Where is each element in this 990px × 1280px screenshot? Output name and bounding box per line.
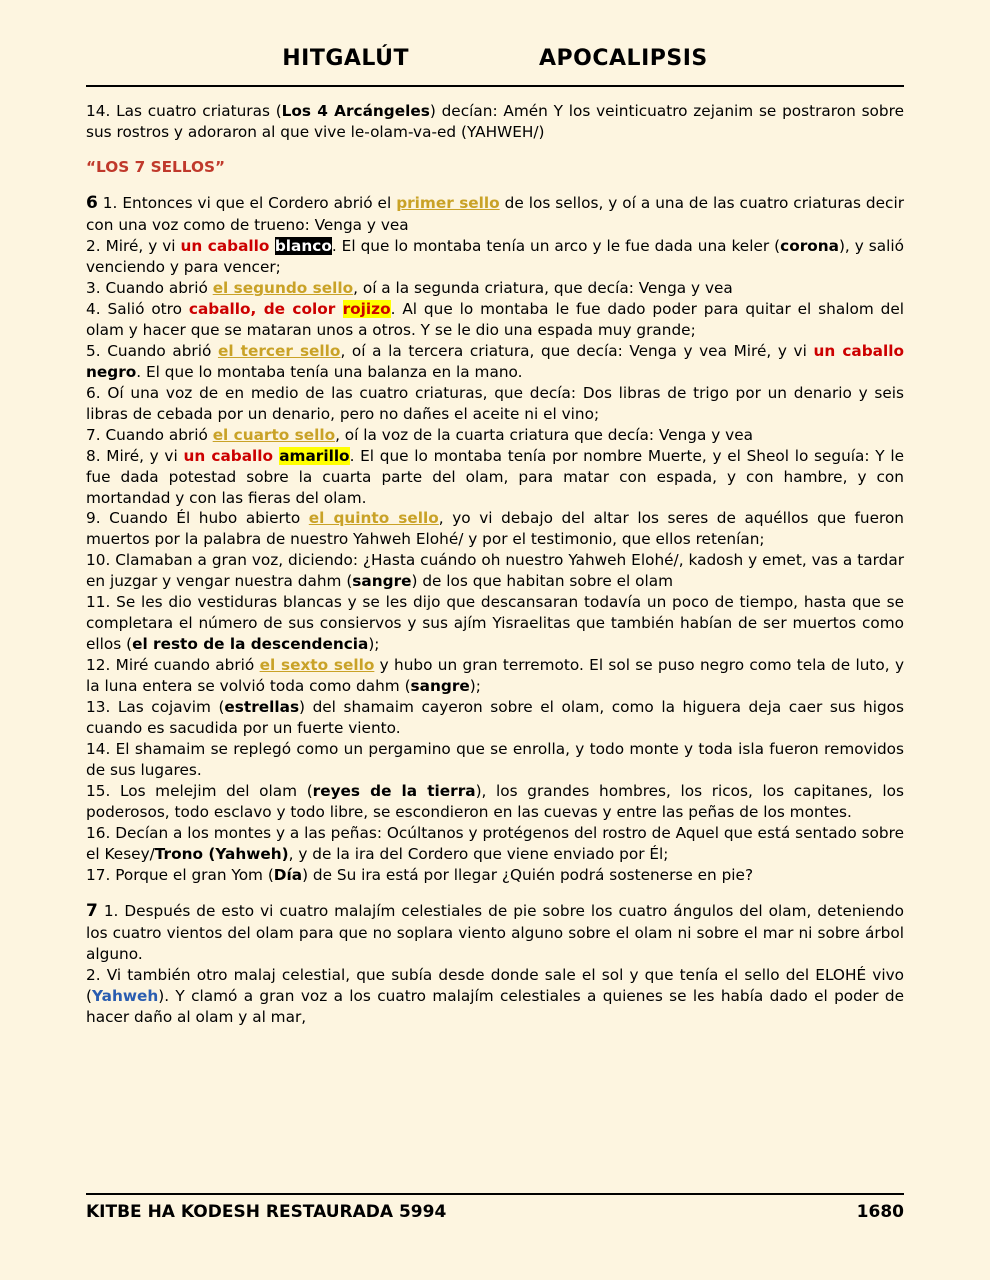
verse-12-text-c: ); bbox=[469, 677, 481, 696]
verse-2-text-c: ), y salió venciendo y para vencer; bbox=[86, 237, 905, 277]
verse-15-bold-reyes: reyes de la tierra bbox=[312, 781, 476, 800]
verse-5-text-a: 5. Cuando abrió bbox=[86, 341, 218, 360]
link-tercer-sello[interactable]: el tercer sello bbox=[217, 341, 341, 360]
link-cuarto-sello[interactable]: el cuarto sello bbox=[212, 425, 336, 444]
verse-13-bold-estrellas: estrellas bbox=[224, 698, 300, 717]
verse-4-highlight-rojizo: rojizo bbox=[342, 299, 391, 318]
verse-4-text-a: 4. Salió otro bbox=[86, 299, 189, 318]
verse-11 bbox=[86, 592, 904, 655]
verse-2-bold-corona: corona bbox=[780, 237, 839, 256]
verse-5 bbox=[86, 341, 904, 383]
verse-2-highlight-blanco: blanco bbox=[274, 237, 332, 256]
verse-16-bold-trono: Trono (Yahweh) bbox=[154, 844, 289, 863]
verse-14-rest: ) decían: Amén Y los veinticuatro zejanim se postraron sobre sus rostros y adoraron al que vive le-olam-va-ed (YAHWEH/) bbox=[86, 102, 904, 141]
verse-7-text-b: , oí la voz de la cuarta criatura que decía: Venga y vea bbox=[335, 425, 754, 444]
verse-7 bbox=[86, 425, 904, 446]
verse-14-top bbox=[86, 101, 904, 143]
footer-page-number: 1680 bbox=[856, 1202, 904, 1222]
chapter-7-verse-2-text-b: ). Y clamó a gran voz a los cuatro malajím celestiales a quienes se les había dado el poder de hacer daño al olam y al mar, bbox=[86, 986, 904, 1026]
verse-16-text-b: , y de la ira del Cordero que viene enviado por Él; bbox=[288, 844, 669, 863]
verse-12-bold-sangre: sangre bbox=[410, 677, 470, 696]
verse-2-text-b: . El que lo montaba tenía un arco y le fue dada una keler ( bbox=[331, 237, 781, 256]
verse-4-red: caballo, de color bbox=[188, 299, 343, 318]
verse-10-text-a: 10. Clamaban a gran voz, diciendo: ¿Hasta cuándo oh nuestro Yahweh Elohé/, kadosh y emet, vas a tardar en juzgar y vengar nuestra dahm ( bbox=[86, 551, 904, 591]
verse-15-text-a: 15. Los melejim del olam ( bbox=[86, 781, 313, 800]
verse-13-text-a: 13. Las cojavim ( bbox=[86, 698, 225, 717]
verse-17-text-a: 17. Porque el gran Yom ( bbox=[86, 865, 274, 884]
page-header bbox=[86, 46, 904, 71]
verse-1-text-a: 1. Entonces vi que el Cordero abrió el bbox=[97, 193, 397, 212]
section-title-seven-seals: “LOS 7 SELLOS” bbox=[86, 157, 226, 176]
verse-3-text-b: , oí a la segunda criatura, que decía: Venga y vea bbox=[353, 279, 733, 297]
verse-12-text-a: 12. Miré cuando abrió bbox=[86, 656, 260, 675]
verse-11-text-a: 11. Se les dio vestiduras blancas y se les dijo que descansaran todavía un poco de tiempo, hasta que se completara el número de sus consiervos y sus ajím Yisraelitas que también habían de ser muertos como ellos ( bbox=[86, 593, 904, 654]
chapter-7-verse-2-text-a: 2. Vi también otro malaj celestial, que subía desde donde sale el sol y que tenía el sello del ELOHÉ vivo ( bbox=[86, 965, 904, 1005]
verse-10-bold-sangre: sangre bbox=[352, 572, 412, 591]
verse-10 bbox=[86, 550, 904, 592]
page-footer bbox=[86, 1193, 904, 1222]
chapter-7-verse-1-text: 1. Después de esto vi cuatro malajím celestiales de pie sobre los cuatro ángulos del olam, deteniendo los cuatro vientos del olam para que no soplara viento alguno sobre el olam ni sobre el mar ni sobre árbol alguno. bbox=[86, 901, 904, 963]
header-title-spanish: APOCALIPSIS bbox=[539, 46, 708, 71]
verse-5-text-b: , oí a la tercera criatura, que decía: Venga y vea Miré, y vi bbox=[340, 341, 814, 360]
verse-8-highlight-amarillo: amarillo bbox=[279, 446, 350, 465]
verse-9 bbox=[86, 508, 904, 550]
verse-8-red: un caballo bbox=[183, 446, 280, 465]
verse-14-bold: Los 4 Arcángeles bbox=[281, 102, 430, 120]
verse-9-text-a: 9. Cuando Él hubo abierto bbox=[86, 509, 309, 528]
verse-2 bbox=[86, 236, 904, 278]
link-sexto-sello[interactable]: el sexto sello bbox=[259, 656, 375, 675]
verse-10-text-b: ) de los que habitan sobre el olam bbox=[411, 572, 674, 591]
chapter-6-number: 6 bbox=[86, 192, 98, 213]
verse-13-text-b: ) del shamaim cayeron sobre el olam, como la higuera deja caer sus higos cuando es sacudida por un fuerte viento. bbox=[86, 698, 904, 738]
verse-5-text-c: . El que lo montaba tenía una balanza en la mano. bbox=[136, 362, 523, 381]
verse-15 bbox=[86, 781, 904, 823]
link-quinto-sello[interactable]: el quinto sello bbox=[308, 509, 439, 528]
verse-2-text-a: 2. Miré, y vi bbox=[86, 237, 181, 256]
verse-5-red: un caballo bbox=[813, 341, 904, 360]
link-primer-sello[interactable]: primer sello bbox=[396, 193, 500, 212]
document-body bbox=[86, 101, 904, 1028]
verse-4 bbox=[86, 299, 904, 341]
verse-2-red: un caballo bbox=[180, 237, 275, 256]
verse-4-text-b: . Al que lo montaba le fue dado poder para quitar el shalom del olam y hacer que se mataran unos a otros. Y se le dio una espada muy grande; bbox=[86, 299, 904, 339]
verse-17 bbox=[86, 865, 904, 886]
verse-13 bbox=[86, 697, 904, 739]
verse-15-text-b: ), los grandes hombres, los ricos, los capitanes, los poderosos, todo esclavo y todo libre, se escondieron en las cuevas y entre las peñas de los montes. bbox=[86, 781, 904, 821]
verse-6: 6. Oí una voz de en medio de las cuatro criaturas, que decía: Dos libras de trigo por un denario y seis libras de cebada por un denario, pero no dañes el aceite ni el vino; bbox=[86, 383, 904, 423]
chapter-7-verse-2 bbox=[86, 965, 904, 1028]
verse-3-text-a: 3. Cuando abrió bbox=[86, 279, 213, 297]
verse-8-text-a: 8. Miré, y vi bbox=[86, 446, 184, 465]
header-divider bbox=[86, 85, 904, 87]
verse-3 bbox=[86, 278, 904, 299]
verse-8 bbox=[86, 446, 904, 509]
verse-8-text-b: . El que lo montaba tenía por nombre Muerte, y el Sheol lo seguía: Y le fue dada potestad sobre la cuarta parte del olam, para matar con espada, y con hambre, y con mortandad y con las fieras del olam. bbox=[86, 446, 904, 507]
verse-12-text-b: y hubo un gran terremoto. El sol se puso negro como tela de luto, y la luna entera se volvió toda como dahm ( bbox=[86, 656, 904, 696]
header-title-hebrew: HITGALÚT bbox=[282, 46, 410, 71]
footer-divider bbox=[86, 1193, 904, 1195]
verse-7-text-a: 7. Cuando abrió bbox=[86, 425, 213, 444]
link-yahweh[interactable]: Yahweh bbox=[91, 986, 159, 1005]
footer-book-title: KITBE HA KODESH RESTAURADA 5994 bbox=[86, 1202, 447, 1222]
verse-11-bold-resto: el resto de la descendencia bbox=[132, 635, 369, 654]
verse-12 bbox=[86, 655, 904, 697]
chapter-7-verse-1 bbox=[86, 900, 904, 965]
chapter-6-verse-1 bbox=[86, 192, 904, 236]
verse-9-text-b: , yo vi debajo del altar los seres de aquéllos que fueron muertos por la palabra de nuestro Yahweh Elohé/ y por el testimonio, que ellos retenían; bbox=[86, 509, 904, 549]
verse-16 bbox=[86, 823, 904, 865]
verse-5-bold-negro: negro bbox=[86, 362, 137, 381]
verse-17-text-b: ) de Su ira está por llegar ¿Quién podrá sostenerse en pie? bbox=[302, 865, 754, 884]
link-segundo-sello[interactable]: el segundo sello bbox=[212, 279, 354, 297]
verse-11-text-b: ); bbox=[368, 635, 380, 654]
chapter-7-number: 7 bbox=[86, 900, 98, 921]
verse-17-bold-dia: Día bbox=[273, 865, 303, 884]
verse-16-text-a: 16. Decían a los montes y a las peñas: Ocúltanos y protégenos del rostro de Aquel que está sentado sobre el Kesey/ bbox=[86, 823, 904, 863]
verse-14: 14. El shamaim se replegó como un pergamino que se enrolla, y todo monte y toda isla fueron removidos de sus lugares. bbox=[86, 739, 904, 779]
verse-1-text-b: de los sellos, y oí a una de las cuatro criaturas decir con una voz como de trueno: Venga y vea bbox=[86, 193, 904, 235]
verse-14-prefix: 14. Las cuatro criaturas ( bbox=[86, 102, 282, 120]
